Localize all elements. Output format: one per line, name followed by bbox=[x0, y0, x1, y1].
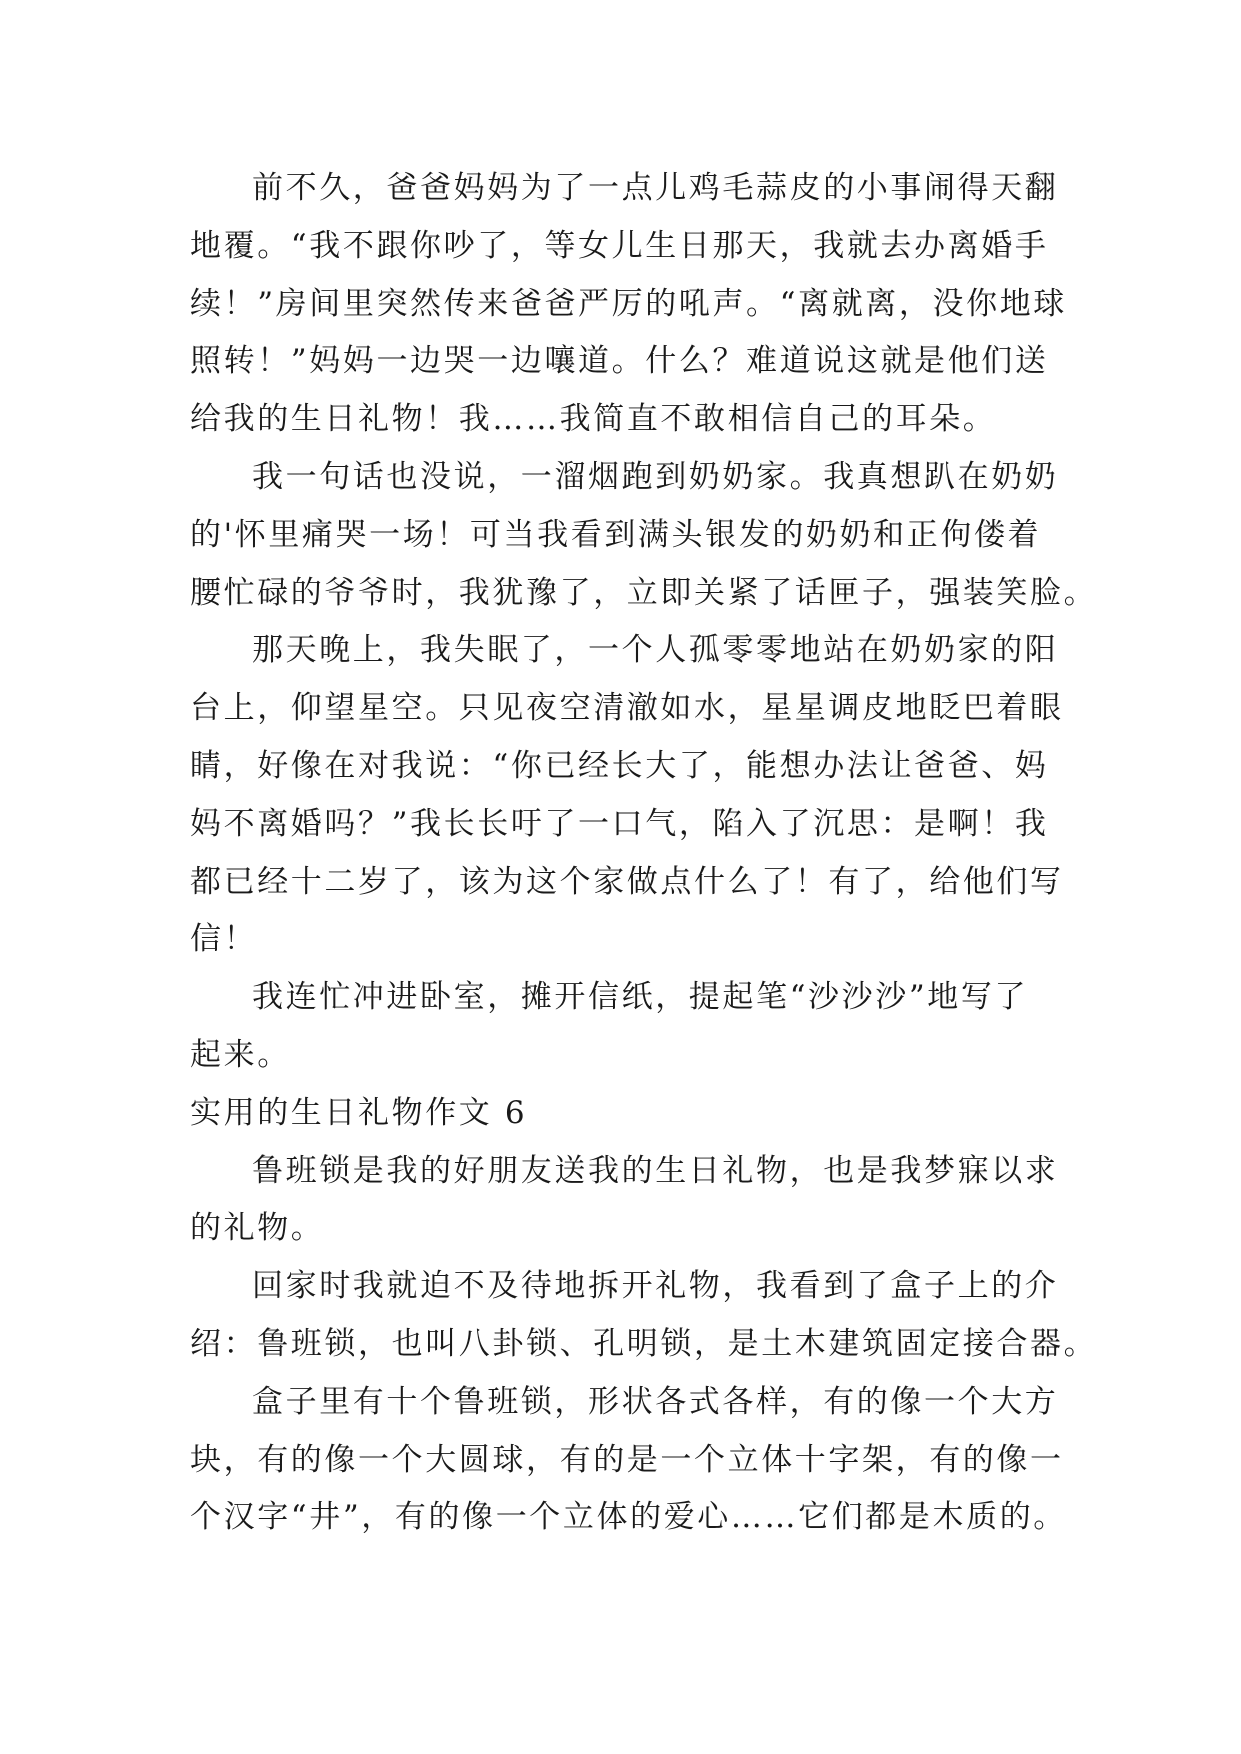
text-line: 地覆。“我不跟你吵了，等女儿生日那天，我就去办离婚手 bbox=[190, 227, 1049, 264]
text-line: 绍：鲁班锁，也叫八卦锁、孔明锁，是土木建筑固定接合器。 bbox=[190, 1325, 1098, 1362]
text-line: 腰忙碌的爷爷时，我犹豫了，立即关紧了话匣子，强装笑脸。 bbox=[190, 574, 1098, 611]
text-line: 的礼物。 bbox=[190, 1210, 325, 1247]
section-heading: 实用的生日礼物作文 6 bbox=[190, 1094, 528, 1131]
document-body bbox=[190, 160, 1098, 1547]
text-line: 个汉字“井”，有的像一个立体的爱心……它们都是木质的。 bbox=[190, 1499, 1067, 1536]
text-line: 那天晚上，我失眠了，一个人孤零零地站在奶奶家的阳 bbox=[252, 632, 1059, 669]
text-line: 我一句话也没说，一溜烟跑到奶奶家。我真想趴在奶奶 bbox=[252, 458, 1059, 495]
text-line: 给我的生日礼物！我……我简直不敢相信自己的耳朵。 bbox=[190, 401, 997, 438]
text-line: 的'怀里痛哭一场！可当我看到满头银发的奶奶和正佝偻着 bbox=[190, 516, 1042, 553]
text-line: 照转！”妈妈一边哭一边嚷道。什么？难道说这就是他们送 bbox=[190, 343, 1049, 380]
text-line: 续！”房间里突然传来爸爸严厉的吼声。“离就离，没你地球 bbox=[190, 285, 1067, 322]
text-line: 台上，仰望星空。只见夜空清澈如水，星星调皮地眨巴着眼 bbox=[190, 690, 1064, 727]
text-line: 起来。 bbox=[190, 1036, 291, 1073]
text-line: 块，有的像一个大圆球，有的是一个立体十字架，有的像一 bbox=[190, 1441, 1064, 1478]
text-line: 睛，好像在对我说：“你已经长大了，能想办法让爸爸、妈 bbox=[190, 747, 1049, 784]
text-line: 回家时我就迫不及待地拆开礼物，我看到了盒子上的介 bbox=[252, 1268, 1059, 1305]
text-line: 我连忙冲进卧室，摊开信纸，提起笔“沙沙沙”地写了 bbox=[252, 979, 1029, 1016]
text-line: 信！ bbox=[190, 921, 258, 958]
text-line: 前不久，爸爸妈妈为了一点儿鸡毛蒜皮的小事闹得天翻 bbox=[252, 170, 1059, 206]
text-line: 都已经十二岁了，该为这个家做点什么了！有了，给他们写 bbox=[190, 863, 1064, 900]
text-line: 盒子里有十个鲁班锁，形状各式各样，有的像一个大方 bbox=[252, 1383, 1059, 1420]
text-line: 鲁班锁是我的好朋友送我的生日礼物，也是我梦寐以求 bbox=[252, 1152, 1059, 1189]
text-line: 妈不离婚吗？”我长长吁了一口气，陷入了沉思：是啊！我 bbox=[190, 805, 1049, 842]
